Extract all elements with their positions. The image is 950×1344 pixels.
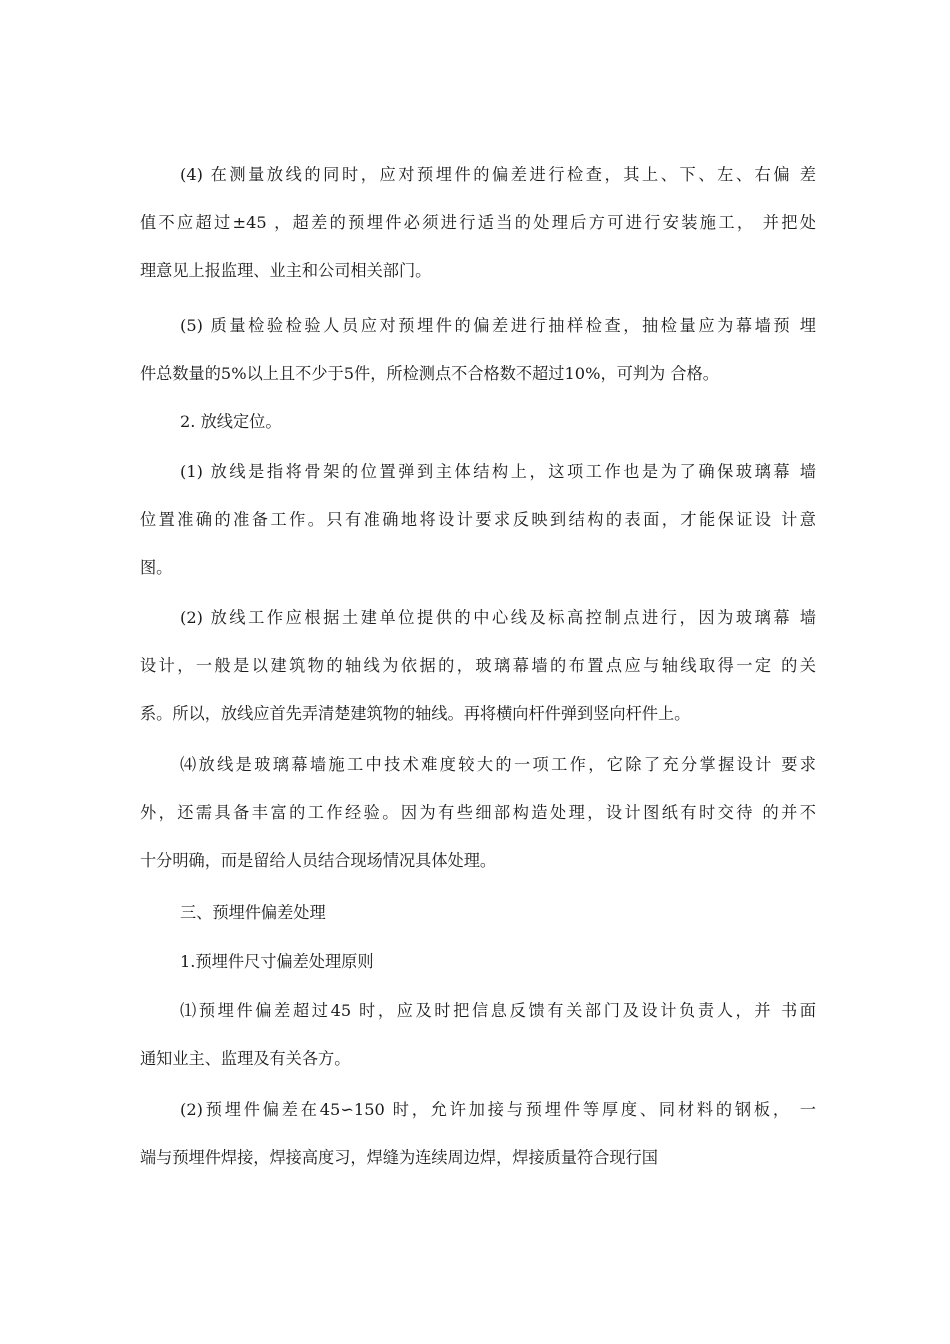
paragraph-layout-basis xyxy=(140,594,816,738)
text-line: (4) 在测量放线的同时，应对预埋件的偏差进行检查，其上、下、左、右偏 差 xyxy=(180,165,816,184)
text-line: 件总数量的5%以上且不少于5件，所检测点不合格数不超过10%，可判为 合格。 xyxy=(140,364,719,383)
paragraph-survey-check xyxy=(140,151,816,295)
text-line: 理意见上报监理、业主和公司相关部门。 xyxy=(140,261,432,280)
text-line: (2)预埋件偏差在45∽150 时，允许加接与预埋件等厚度、同材料的钢板， 一 xyxy=(180,1100,816,1119)
text-line: (2) 放线工作应根据土建单位提供的中心线及标高控制点进行，因为玻璃幕 墙 xyxy=(180,608,816,627)
section-heading-deviation xyxy=(140,889,816,937)
text-line: ⑴预埋件偏差超过45 时，应及时把信息反馈有关部门及设计负责人，并 书面 xyxy=(180,1001,816,1020)
text-line: 通知业主、监理及有关各方。 xyxy=(140,1049,351,1068)
text-line: 2. 放线定位。 xyxy=(180,412,282,431)
text-line: (5) 质量检验检验人员应对预埋件的偏差进行抽样检查，抽检量应为幕墙预 埋 xyxy=(180,316,816,335)
subheading-principles xyxy=(140,938,816,986)
paragraph-layout-difficulty xyxy=(140,741,816,885)
text-line: 十分明确，而是留给人员结合现场情况具体处理。 xyxy=(140,851,497,870)
text-line: 位置准确的准备工作。只有准确地将设计要求反映到结构的表面，才能保证设 计意 xyxy=(140,510,816,529)
text-line: 图。 xyxy=(140,558,173,577)
text-line: 1.预埋件尺寸偏差处理原则 xyxy=(180,952,374,971)
text-line: 系。所以，放线应首先弄清楚建筑物的轴线。再将横向杆件弹到竖向杆件上。 xyxy=(140,704,691,723)
paragraph-deviation-45-150 xyxy=(140,1086,816,1182)
text-line: 外，还需具备丰富的工作经验。因为有些细部构造处理，设计图纸有时交待 的并不 xyxy=(140,803,816,822)
text-line: 值不应超过±45 ，超差的预埋件必须进行适当的处理后方可进行安装施工， 并把处 xyxy=(140,213,816,232)
text-line: ⑷放线是玻璃幕墙施工中技术难度较大的一项工作，它除了充分掌握设计 要求 xyxy=(180,755,816,774)
text-line: 三、预埋件偏差处理 xyxy=(180,903,326,922)
paragraph-sampling-inspection xyxy=(140,302,816,398)
text-line: 设计，一般是以建筑物的轴线为依据的，玻璃幕墙的布置点应与轴线取得一定 的关 xyxy=(140,656,816,675)
paragraph-deviation-over-45 xyxy=(140,987,816,1083)
section-heading-positioning xyxy=(140,398,816,446)
text-line: 端与预埋件焊接，焊接高度习，焊缝为连续周边焊，焊接质量符合现行国 xyxy=(140,1148,658,1167)
paragraph-layout-definition xyxy=(140,448,816,592)
text-line: (1) 放线是指将骨架的位置弹到主体结构上，这项工作也是为了确保玻璃幕 墙 xyxy=(180,462,816,481)
